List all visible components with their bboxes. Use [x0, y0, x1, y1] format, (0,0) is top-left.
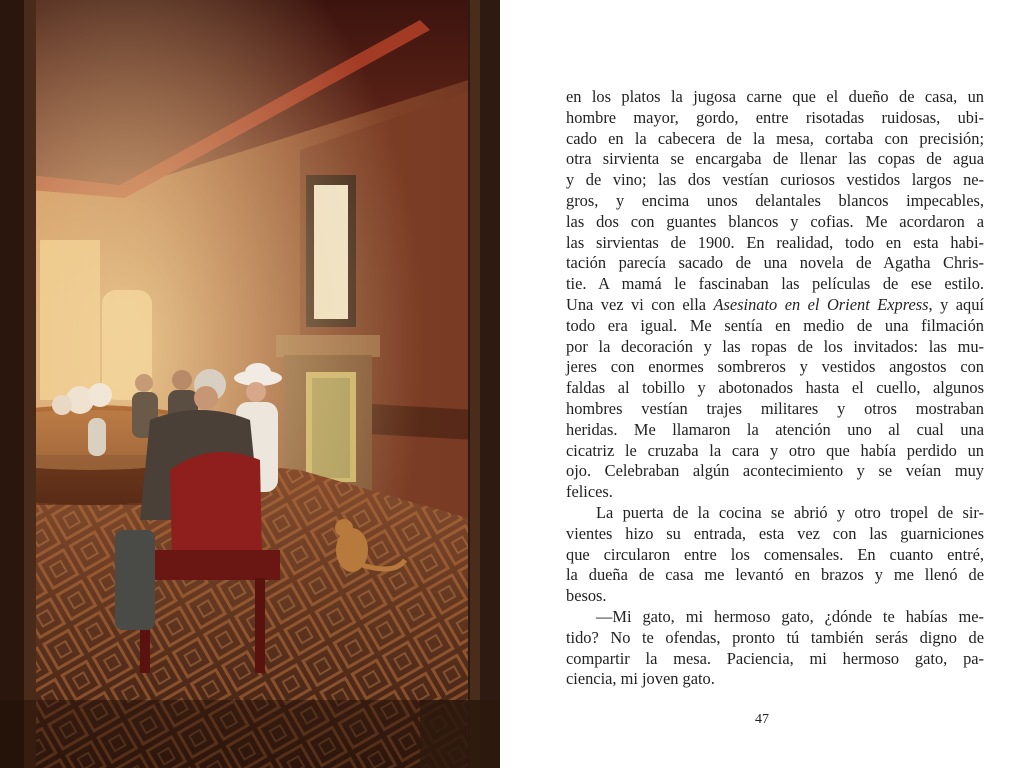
body-text — [566, 87, 984, 690]
book-title: Asesinato en el Orient Express — [713, 294, 929, 314]
text-line: que circularon entre los comensales. En cuanto entré, — [566, 544, 984, 564]
text-line: cicatriz le cruzaba la cara y otro que había perdido un — [566, 440, 984, 460]
text-line — [566, 295, 984, 316]
text-line: tie. A mamá le fascinaban las películas de ese estilo. — [566, 274, 984, 294]
text-line: tido? No te ofendas, pronto tú también serás digno de — [566, 627, 984, 647]
text-line: las sirvientas de 1900. En realidad, todo en esta habi- — [566, 232, 984, 252]
text-line: otra sirvienta se encargaba de llenar las copas de agua — [566, 149, 984, 169]
text-line: besos. — [566, 586, 607, 606]
text-line: heridas. Me llamaron la atención uno al cual una — [566, 419, 984, 439]
text-line: por la decoración y las ropas de los invitados: las mu- — [566, 336, 984, 356]
text-line: y de vino; las dos vestían curiosos vestidos largos ne- — [566, 170, 984, 190]
text-page — [500, 0, 1024, 768]
page-number: 47 — [755, 712, 769, 727]
dining-room-illustration — [0, 0, 500, 768]
text-line: vientes hizo su entrada, esta vez con las guarniciones — [566, 523, 984, 543]
dining-room-illustration-icon — [0, 0, 500, 768]
text-line: en los platos la jugosa carne que el dueño de casa, un — [566, 87, 984, 106]
text-line: felices. — [566, 482, 613, 502]
text-line: —Mi gato, mi hermoso gato, ¿dónde te habías me- — [596, 606, 984, 626]
text-line: jeres con enormes sombreros y vestidos angostos con — [566, 357, 984, 377]
text-fragment: , y aquí — [928, 294, 984, 314]
text-line: hombre mayor, gordo, entre risotadas ruidosas, ubi- — [566, 107, 984, 127]
text-line: tación parecía sacado de una novela de Agatha Chris- — [566, 253, 984, 273]
text-line: las dos con guantes blancos y cofias. Me acordaron a — [566, 211, 984, 231]
text-line: ciencia, mi joven gato. — [566, 669, 715, 689]
text-line: la dueña de casa me levantó en brazos y me llenó de — [566, 565, 984, 585]
text-line: gros, y encima unos delantales blancos impecables, — [566, 190, 984, 210]
text-fragment: Una vez vi con ella — [566, 294, 714, 314]
text-line: faldas al tobillo y abotonados hasta el cuello, algunos — [566, 378, 984, 398]
text-line: todo era igual. Me sentía en medio de una filmación — [566, 315, 984, 335]
text-line: hombres vestían trajes militares y otros mostraban — [566, 398, 984, 418]
text-line: La puerta de la cocina se abrió y otro tropel de sir- — [596, 502, 984, 522]
text-line: compartir la mesa. Paciencia, mi hermoso gato, pa- — [566, 648, 984, 668]
text-line: cado en la cabecera de la mesa, cortaba con precisión; — [566, 128, 984, 148]
text-line: ojo. Celebraban algún acontecimiento y se veían muy — [566, 461, 984, 481]
